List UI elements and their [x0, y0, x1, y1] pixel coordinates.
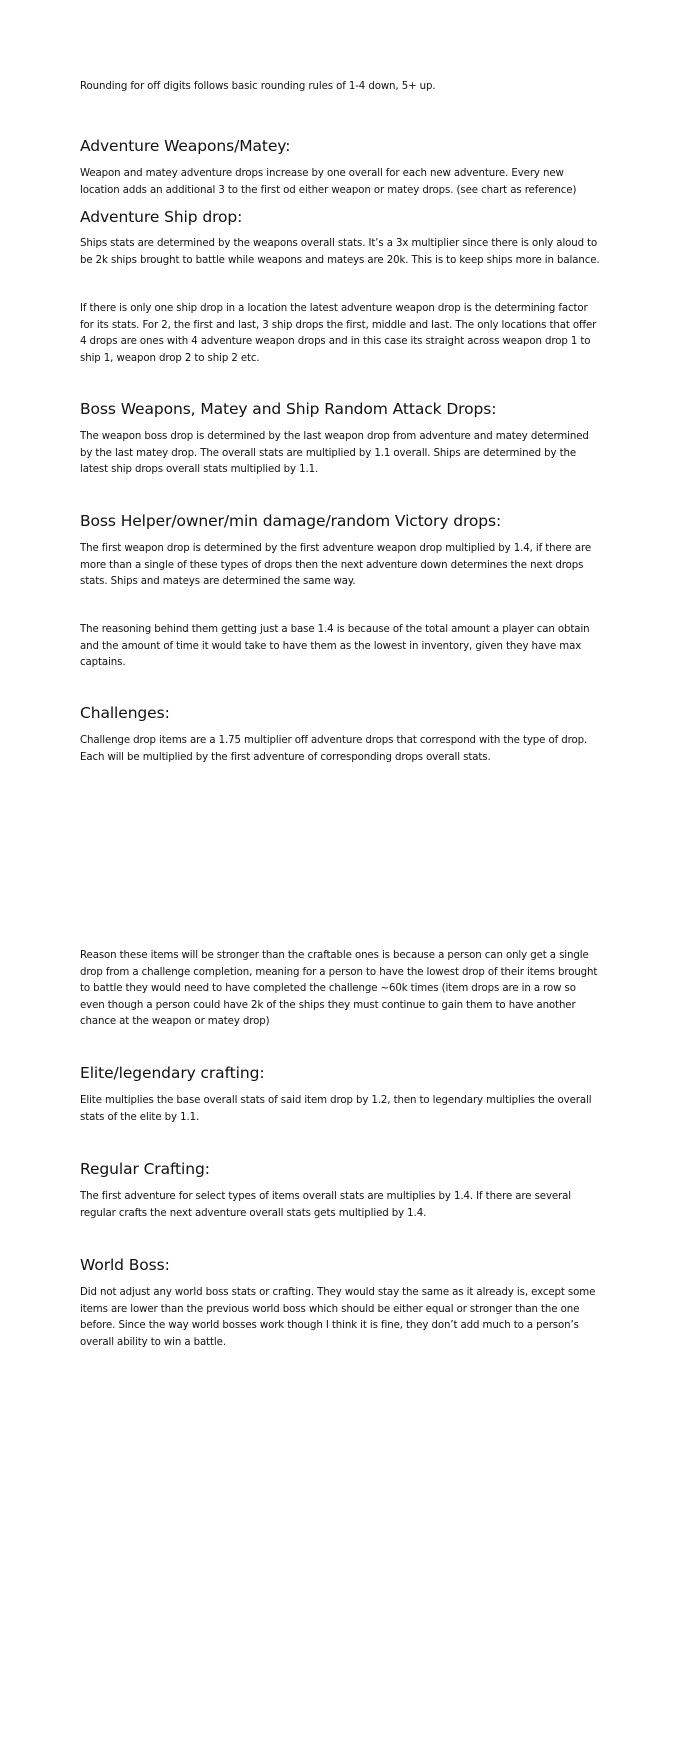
section-heading-adventure-weapons-matey: Adventure Weapons/Matey:	[80, 137, 291, 155]
paragraph-boss-helper-victory-drops-2: The reasoning behind them getting just a base 1.4 is because of the total amount a player can obtain and the amount of time it would take to have them as the lowest in inventory, given they have max captains.	[80, 624, 590, 668]
section-heading-boss-random-attack-drops: Boss Weapons, Matey and Ship Random Attack Drops:	[80, 400, 497, 418]
section-heading-adventure-ship-drop: Adventure Ship drop:	[80, 208, 243, 226]
paragraph-world-boss: Did not adjust any world boss stats or crafting. They would stay the same as it already is, except some items are lower than the previous world boss which should be either equal or stronger than the one before. Since the way world bosses work though I think it is fine, they don’t add much to a person’s overall ability to win a battle.	[80, 1287, 596, 1348]
intro-paragraph: Rounding for off digits follows basic rounding rules of 1-4 down, 5+ up.	[80, 81, 436, 92]
section-heading-world-boss: World Boss:	[80, 1256, 170, 1274]
paragraph-challenges-2: Reason these items will be stronger than the craftable ones is because a person can only get a single drop from a challenge completion, meaning for a person to have the lowest drop of their items brought to battle they would need to have completed the challenge ~60k times (item drops are in a row so even though a person could have 2k of the ships they must continue to gain them to have another chance at the weapon or matey drop)	[80, 950, 598, 1027]
paragraph-challenges-1: Challenge drop items are a 1.75 multiplier off adventure drops that correspond with the type of drop. Each will be multiplied by the first adventure of corresponding drops overall stats.	[80, 735, 588, 763]
section-heading-regular-crafting: Regular Crafting:	[80, 1160, 210, 1178]
paragraph-regular-crafting: The first adventure for select types of items overall stats are multiplies by 1.4. If there are several regular crafts the next adventure overall stats gets multiplied by 1.4.	[80, 1191, 572, 1219]
paragraph-boss-helper-victory-drops-1: The first weapon drop is determined by the first adventure weapon drop multiplied by 1.4, if there are more than a single of these types of drops then the next adventure down determines the next drops stats. Ships and mateys are determined the same way.	[80, 543, 591, 587]
paragraph-elite-legendary-crafting: Elite multiplies the base overall stats of said item drop by 1.2, then to legendary multiplies the overall stats of the elite by 1.1.	[80, 1095, 592, 1123]
paragraph-boss-random-attack-drops: The weapon boss drop is determined by the last weapon drop from adventure and matey determined by the last matey drop. The overall stats are multiplied by 1.1 overall. Ships are determined by the latest ship drops overall stats multiplied by 1.1.	[80, 431, 589, 475]
paragraph-adventure-ship-drop-2: If there is only one ship drop in a location the latest adventure weapon drop is the determining factor for its stats. For 2, the first and last, 3 ship drops the first, middle and last. The only locations that offer 4 drops are ones with 4 adventure weapon drops and in this case its straight across weapon drop 1 to ship 1, weapon drop 2 to ship 2 etc.	[80, 303, 597, 364]
section-heading-boss-helper-victory-drops: Boss Helper/owner/min damage/random Victory drops:	[80, 512, 502, 530]
paragraph-adventure-ship-drop-1: Ships stats are determined by the weapons overall stats. It’s a 3x multiplier since there is only aloud to be 2k ships brought to battle while weapons and mateys are 20k. This is to keep ships more in balance.	[80, 238, 600, 266]
section-heading-challenges: Challenges:	[80, 704, 170, 722]
paragraph-adventure-weapons-matey: Weapon and matey adventure drops increase by one overall for each new adventure. Every new location adds an additional 3 to the first od either weapon or matey drops. (see chart as reference)	[80, 168, 577, 196]
section-heading-elite-legendary-crafting: Elite/legendary crafting:	[80, 1064, 265, 1082]
